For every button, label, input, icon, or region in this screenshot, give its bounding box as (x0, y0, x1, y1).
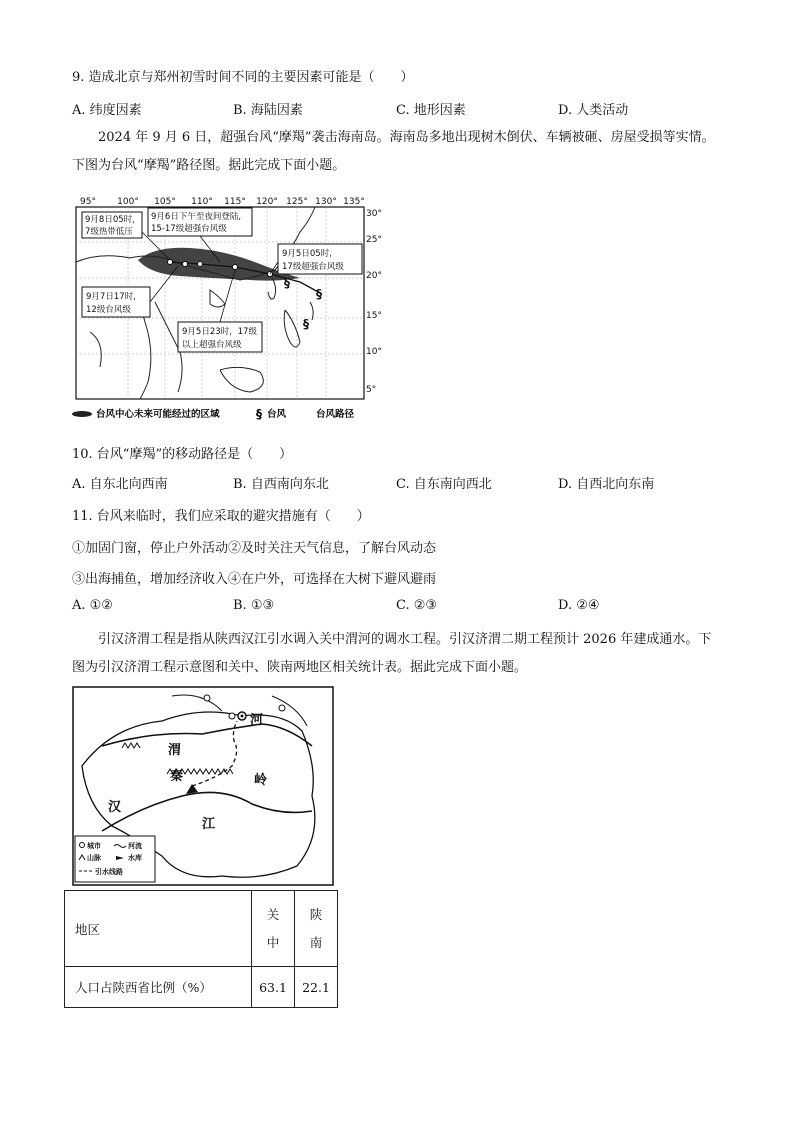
legend-city: 城市 (87, 842, 101, 850)
lon-label: 135° (343, 197, 365, 207)
table-cell-shaannan: 22.1 (295, 967, 338, 1008)
callout-text: 12级台风级 (86, 305, 131, 315)
lon-label: 95° (80, 197, 96, 207)
legend-mountain: 山脉 (87, 854, 101, 862)
label-wei: 渭 (168, 743, 182, 758)
label-qin: 秦 (170, 769, 184, 784)
lon-label: 100° (117, 197, 139, 207)
q9-option-b: B. 海陆因素 (233, 103, 303, 118)
q10-option-b: B. 自西南向东北 (233, 477, 329, 492)
lon-label: 125° (286, 197, 308, 207)
lon-label: 115° (224, 197, 246, 207)
callout-text: 9月5日23时，17级 (182, 327, 257, 337)
table-header-guanzhong: 关中 (252, 891, 295, 967)
legend-river: 河流 (128, 842, 142, 850)
q11-option-d: D. ②④ (558, 598, 600, 613)
question-11-stem: 11. 台风来临时，我们应采取的避灾措施有（ ） (72, 509, 370, 524)
q11-option-b: B. ①③ (233, 598, 275, 613)
label-jiang: 江 (202, 817, 216, 832)
q9-option-c: C. 地形因素 (396, 103, 466, 118)
q10-option-c: C. 自东南向西北 (396, 477, 492, 492)
callout-text: 以上超强台风级 (182, 340, 242, 350)
lat-label: 15° (366, 311, 382, 321)
legend-route: 引水线路 (95, 868, 123, 876)
lon-label: 120° (256, 197, 278, 207)
label-han: 汉 (108, 800, 122, 815)
region-stat-table (64, 890, 338, 1008)
label-ling: 岭 (254, 773, 268, 788)
zone-legend-swatch (72, 411, 92, 417)
legend-zone: 台风中心未来可能经过的区域 (96, 409, 220, 420)
callout-text: 17级超强台风级 (282, 262, 344, 272)
callout-text: 9月7日17时， (86, 292, 142, 302)
q11-statement-line-2: ③出海捕鱼，增加经济收入④在户外，可选择在大树下避风避雨 (72, 572, 437, 587)
lat-label: 10° (366, 347, 382, 357)
lat-label: 20° (366, 271, 382, 281)
typhoon-icon: § (303, 317, 309, 331)
q10-option-a: A. 自东北向西南 (72, 477, 168, 492)
q9-option-d: D. 人类活动 (558, 103, 629, 118)
callout-text: 9月5日05时， (282, 249, 338, 259)
typhoon-icon: § (284, 276, 290, 290)
table-row-label: 人口占陕西省比例（%） (65, 967, 252, 1008)
lat-label: 5° (366, 385, 377, 395)
callout-text: 7级热带低压 (85, 227, 133, 237)
callout-text: 9月6日下午至夜间登陆, (151, 212, 242, 222)
lat-label: 25° (366, 235, 382, 245)
typhoon-icon: § (316, 287, 322, 301)
question-9-stem: 9. 造成北京与郑州初雪时间不同的主要因素可能是（ ） (72, 70, 414, 85)
legend-path: 台风路径 (316, 409, 355, 420)
q11-option-a: A. ①② (72, 598, 113, 613)
lon-label: 130° (315, 197, 337, 207)
water-transfer-map (72, 686, 334, 886)
table-header-shaannan: 陕南 (295, 891, 338, 967)
q11-option-c: C. ②③ (396, 598, 438, 613)
legend-reservoir: 水库 (128, 854, 142, 862)
typhoon-intro-paragraph: 2024 年 9 月 6 日，超强台风“摩羯”袭击海南岛。海南岛多地出现树木倒伏、车辆被砸、房屋受损等实情。下图为台风“摩羯”路径图。据此完成下面小题。 (72, 130, 715, 173)
lon-label: 110° (191, 197, 213, 207)
callout-text: 15-17级超强台风级 (151, 224, 227, 234)
lat-label: 30° (366, 209, 382, 219)
q9-option-a: A. 纬度因素 (72, 103, 142, 118)
typhoon-path-map (60, 192, 395, 428)
q11-statement-line-1: ①加固门窗，停止户外活动②及时关注天气信息，了解台风动态 (72, 541, 437, 556)
typhoon-legend-icon: § (256, 407, 262, 421)
label-he: 河 (250, 713, 264, 728)
table-cell-guanzhong: 63.1 (252, 967, 295, 1008)
callout-text: 9月8日05时， (85, 215, 141, 225)
lon-label: 105° (154, 197, 176, 207)
q10-option-d: D. 自西北向东南 (558, 477, 655, 492)
legend-typhoon: 台风 (267, 409, 287, 420)
table-header-region: 地区 (65, 891, 252, 967)
water-transfer-intro-paragraph: 引汉济渭工程是指从陕西汉江引水调入关中渭河的调水工程。引汉济渭二期工程预计 2026 年建成通水。下图为引汉济渭工程示意图和关中、陕南两地区相关统计表。据此完成下面小题。 (72, 632, 712, 675)
question-10-stem: 10. 台风“摩羯”的移动路径是（ ） (72, 447, 293, 462)
